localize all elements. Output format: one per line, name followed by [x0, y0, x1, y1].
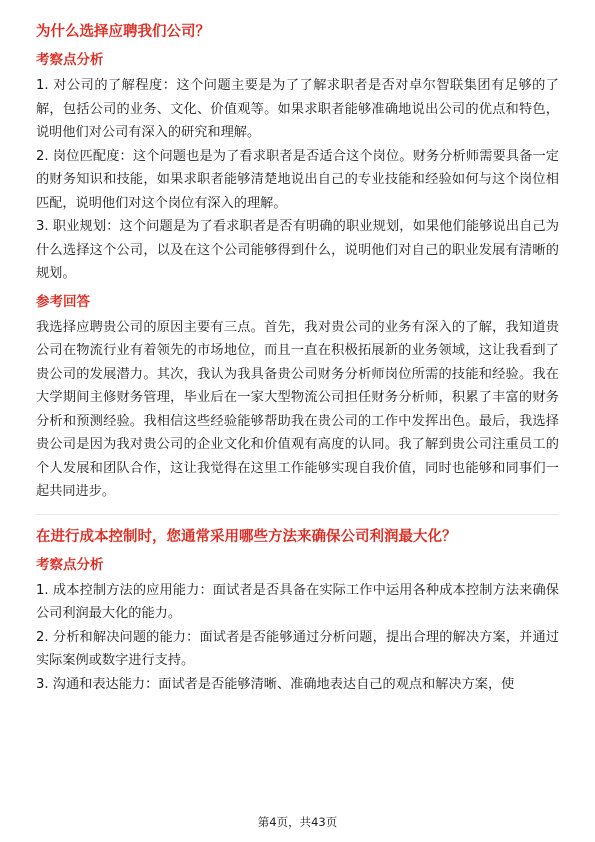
question-heading: 在进行成本控制时，您通常采用哪些方法来确保公司利润最大化？ — [36, 528, 457, 545]
analysis-point: 1. 成本控制方法的应用能力：面试者是否具备在实际工作中运用各种成本控制方法来确保公司利润最大化的能力。 — [36, 582, 559, 621]
analysis-point: 3. 沟通和表达能力：面试者是否能够清晰、准确地表达自己的观点和解决方案，使 — [36, 676, 515, 692]
analysis-heading: 考察点分析 — [36, 556, 104, 573]
answer-heading: 参考回答 — [36, 293, 90, 310]
analysis-point: 2. 岗位匹配度：这个问题也是为了看求职者是否适合这个岗位。财务分析师需要具备一定的财务知识和技能，如果求职者能够清楚地说出自己的专业技能和经验如何与这个岗位相匹配，说明他们对这个岗位有深入的理解。 — [36, 148, 559, 211]
analysis-point: 1. 对公司的了解程度：这个问题主要是为了了解求职者是否对卓尔智联集团有足够的了解，包括公司的业务、文化、价值观等。如果求职者能够准确地说出公司的优点和特色，说明他们对公司有深入的研究和理解。 — [36, 78, 559, 140]
qa-block-2 — [36, 527, 559, 697]
document-page — [36, 22, 559, 696]
question-heading: 为什么选择应聘我们公司？ — [36, 24, 210, 40]
page-number: 第4页，共43页 — [257, 815, 338, 829]
analysis-point: 3. 职业规划：这个问题是为了看求职者是否有明确的职业规划，如果他们能够说出自己为什么选择这个公司，以及在这个公司能够得到什么，说明他们对自己的职业发展有清晰的规划。 — [36, 219, 559, 281]
analysis-heading: 考察点分析 — [36, 52, 104, 68]
answer-text: 我选择应聘贵公司的原因主要有三点。首先，我对贵公司的业务有深入的了解，我知道贵公司在物流行业有着领先的市场地位，而且一直在积极拓展新的业务领域，这让我看到了贵公司的发展潜力。其次，我认为我具备贵公司财务分析师岗位所需的技能和经验。我在大学期间主修财务管理，毕业后在一家大型物流公司担任财务分析师，积累了丰富的财务分析和预测经验。我相信这些经验能够帮助我在贵公司的工作中发挥出色。最后，我选择贵公司是因为我对贵公司的企业文化和价值观有高度的认同。我了解到贵公司注重员工的个人发展和团队合作，这让我觉得在这里工作能够实现自我价值，同时也能够和同事们一起共同进步。 — [36, 319, 559, 499]
section-divider — [36, 514, 559, 515]
qa-block-1 — [36, 22, 559, 504]
analysis-point: 2. 分析和解决问题的能力：面试者是否能够通过分析问题，提出合理的解决方案，并通过实际案例或数字进行支持。 — [36, 629, 559, 668]
